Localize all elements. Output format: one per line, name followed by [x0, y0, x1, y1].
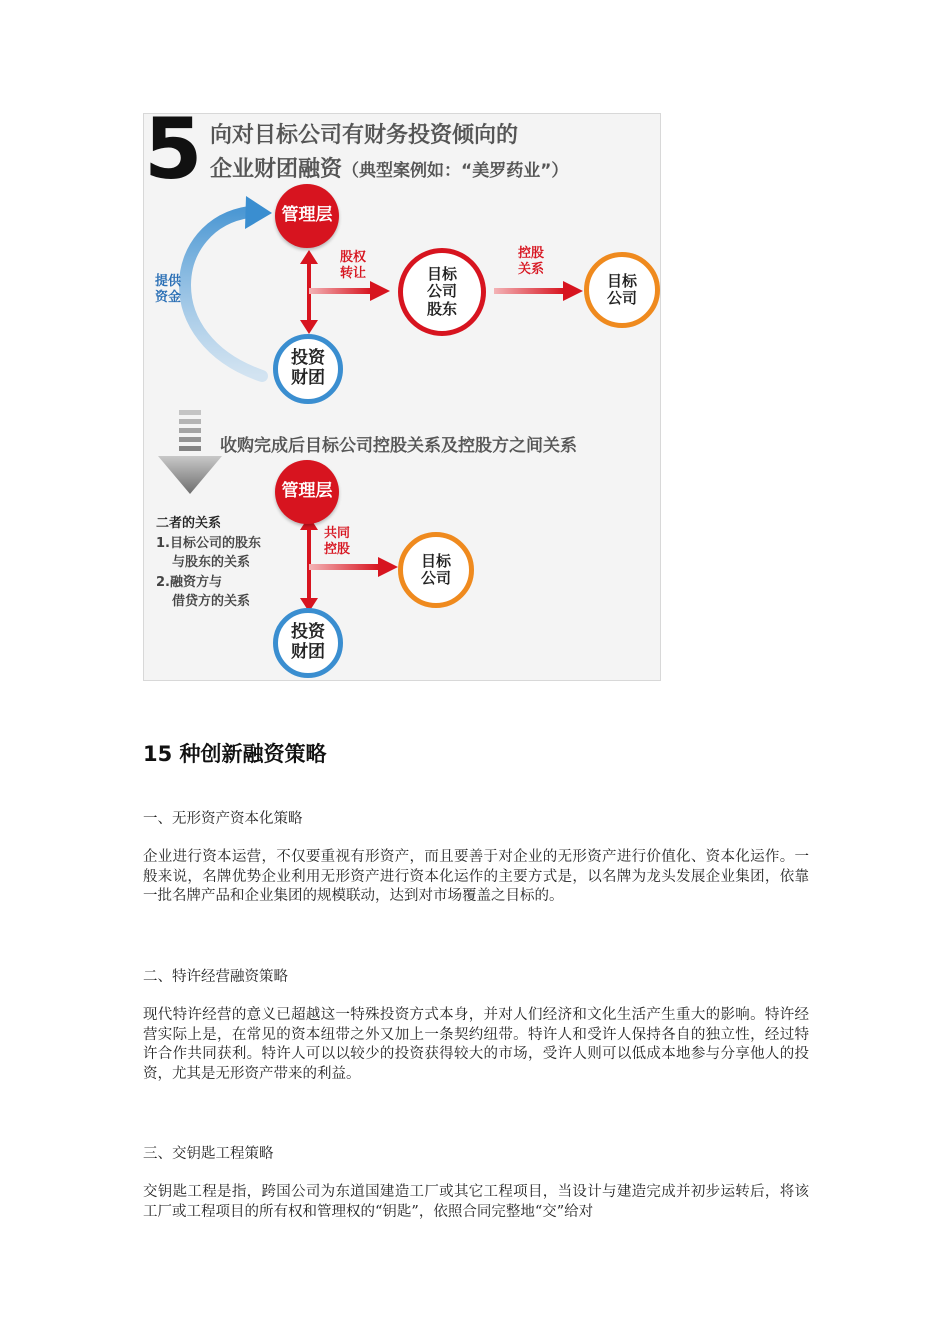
article-title: 15 种创新融资策略: [143, 742, 327, 766]
relations-note: [156, 514, 261, 612]
management-circle-bottom: 管理层: [275, 460, 339, 524]
figure-number: 5: [144, 113, 201, 198]
target-shareholder-circle: 目标公司股东: [398, 248, 486, 336]
provide-funds-arrowhead: [245, 196, 272, 229]
section3-heading: 三、交钥匙工程策略: [143, 1146, 274, 1162]
section1-heading: 一、无形资产资本化策略: [143, 811, 303, 827]
joint-holding-label: 共同控股: [323, 526, 350, 558]
after-acquisition-caption: 收购完成后目标公司控股关系及控股方之间关系: [220, 436, 577, 456]
relations-item2: 2.融资方与: [156, 574, 222, 590]
target-company-circle-top: 目标公司: [584, 252, 660, 328]
section2-heading: 二、特许经营融资策略: [143, 969, 288, 985]
section2-body: 现代特许经营的意义已超越这一特殊投资方式本身，并对人们经济和文化生活产生重大的影响。特许经营实际上是，在常见的资本纽带之外又加上一条契约纽带。特许人和受许人保持各自的独立性，经过特许合作共同获利。特许人可以以较少的投资获得较大的市场，受许人则可以低成本地参与分享他人的投资，尤其是无形资产带来的利益。: [143, 1007, 809, 1082]
figure-title-line1: 向对目标公司有财务投资倾向的: [210, 123, 519, 148]
investor-circle-bottom: 投资财团: [273, 608, 343, 678]
top-vertical-down-head: [300, 320, 318, 334]
provide-funds-label: 提供资金: [154, 274, 181, 306]
provide-funds-arrow: [185, 212, 262, 376]
target-company-circle-bottom: 目标公司: [398, 532, 474, 608]
figure-title-note: （典型案例如：“美罗药业”）: [342, 161, 569, 181]
equity-transfer-label: 股权转让: [339, 250, 366, 282]
investor-circle-top: 投资财团: [273, 334, 343, 404]
holding-relation-arrowhead: [563, 281, 583, 301]
down-arrow-head: [158, 456, 222, 494]
equity-transfer-arrowhead: [370, 281, 390, 301]
management-circle-top: 管理层: [275, 184, 339, 248]
relations-item1: 1.目标公司的股东: [156, 535, 261, 551]
section3-body: 交钥匙工程是指，跨国公司为东道国建造工厂或其它工程项目，当设计与建造完成并初步运转后，将该工厂或工程项目的所有权和管理权的“钥匙”，依照合同完整地“交”给对: [143, 1184, 809, 1220]
relations-heading: 二者的关系: [156, 516, 222, 531]
figure-title-main: 企业财团融资: [210, 157, 343, 182]
relations-item2-cont: 借贷方的关系: [172, 594, 251, 609]
relations-item1-cont: 与股东的关系: [172, 555, 251, 570]
joint-holding-arrowhead: [378, 557, 398, 577]
holding-relation-label: 控股关系: [517, 246, 544, 278]
top-vertical-up-head: [300, 250, 318, 264]
section1-body: 企业进行资本运营，不仅要重视有形资产，而且要善于对企业的无形资产进行价值化、资本化运作。一般来说，名牌优势企业利用无形资产进行资本化运作的主要方式是，以名牌为龙头发展企业集团，依靠一批名牌产品和企业集团的规模联动，达到对市场覆盖之目标的。: [143, 849, 809, 904]
financing-diagram: [143, 113, 661, 681]
